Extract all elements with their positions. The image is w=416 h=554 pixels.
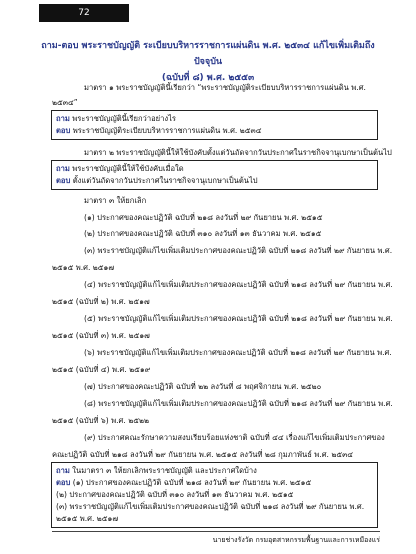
section-3-item-7: (๗) ประกาศของคณะปฏิวัติ ฉบับที่ ๒๒ ลงวันที่ ๘ พฤศจิกายน พ.ศ. ๒๕๒๐ <box>84 382 322 391</box>
section-3-intro: มาตรา ๓ ให้ยกเลิก <box>84 196 147 205</box>
section-3-item-8b: ๒๕๑๕ (ฉบับที่ ๖) พ.ศ. ๒๕๒๒ <box>52 416 149 425</box>
question-1 <box>56 113 373 125</box>
question-label: ถาม <box>56 466 70 475</box>
answer-3-1 <box>56 477 373 489</box>
answer-text: พระราชบัญญัติระเบียบบริหารราชการแผ่นดิน พ.ศ. ๒๕๓๔ <box>72 126 262 135</box>
question-text: ในมาตรา ๓ ให้ยกเลิกพระราชบัญญัติ และประกาศใดบ้าง <box>72 466 257 475</box>
answer-text: (๑) ประกาศของคณะปฏิวัติ ฉบับที่ ๒๑๘ ลงวันที่ ๒๙ กันยายน พ.ศ. ๒๕๑๕ <box>72 478 312 487</box>
section-3-item-6a: (๖) พระราชบัญญัติแก้ไขเพิ่มเติมประกาศของคณะปฏิวัติ ฉบับที่ ๒๑๘ ลงวันที่ ๒๙ กันยายน พ.ศ. <box>84 348 392 357</box>
question-text: พระราชบัญญัตินี้ให้ใช้บังคับเมื่อใด <box>72 164 184 173</box>
qa-box-3 <box>51 462 378 528</box>
footer-text: นายช่างรังวัด กรมอุตสาหกรรมพื้นฐานและการเหมืองแร่ <box>212 536 380 544</box>
qa-box-1 <box>51 110 378 140</box>
section-3-item-9b: คณะปฏิวัติ ฉบับที่ ๒๑๘ ลงวันที่ ๒๙ กันยายน พ.ศ. ๒๕๑๕ ลงวันที่ ๒๘ กุมภาพันธ์ พ.ศ. ๒๕๓๔ <box>52 450 354 459</box>
section-3-item-6b: ๒๕๑๕ (ฉบับที่ ๔) พ.ศ. ๒๕๑๙ <box>52 365 151 374</box>
section-3-item-5b: ๒๕๑๕ (ฉบับที่ ๓) พ.ศ. ๒๕๑๗ <box>52 331 150 340</box>
question-label: ถาม <box>56 114 70 123</box>
section-3-item-1: (๑) ประกาศของคณะปฏิวัติ ฉบับที่ ๒๑๘ ลงวันที่ ๒๙ กันยายน พ.ศ. ๒๕๑๕ <box>84 213 323 222</box>
question-2 <box>56 163 373 175</box>
section-3-item-9a: (๙) ประกาศคณะรักษาความสงบเรียบร้อยแห่งชาติ ฉบับที่ ๔๔ เรื่องแก้ไขเพิ่มเติมประกาศของ <box>84 433 385 442</box>
section-1-line-1: มาตรา ๑ พระราชบัญญัตินี้เรียกว่า “พระราชบัญญัติระเบียบบริหารราชการแผ่นดิน พ.ศ. <box>84 83 366 92</box>
question-text: พระราชบัญญัตินี้เรียกว่าอย่างไร <box>72 114 176 123</box>
title-line-2: (ฉบับที่ ๘) พ.ศ. ๒๕๕๓ <box>161 73 255 83</box>
question-3 <box>56 465 373 477</box>
section-3-item-5a: (๕) พระราชบัญญัติแก้ไขเพิ่มเติมประกาศของคณะปฏิวัติ ฉบับที่ ๒๑๘ ลงวันที่ ๒๙ กันยายน พ.ศ. <box>84 314 393 323</box>
section-3-item-4a: (๔) พระราชบัญญัติแก้ไขเพิ่มเติมประกาศของคณะปฏิวัติ ฉบับที่ ๒๑๘ ลงวันที่ ๒๙ กันยายน พ.ศ. <box>84 280 393 289</box>
answer-text: ตั้งแต่วันถัดจากวันประกาศในราชกิจจานุเบกษาเป็นต้นไป <box>72 176 258 185</box>
section-3-item-2: (๒) ประกาศของคณะปฏิวัติ ฉบับที่ ๓๑๐ ลงวันที่ ๑๓ ธันวาคม พ.ศ. ๒๕๑๕ <box>84 229 322 238</box>
answer-2 <box>56 175 373 187</box>
section-3-item-8a: (๘) พระราชบัญญัติแก้ไขเพิ่มเติมประกาศของคณะปฏิวัติ ฉบับที่ ๒๑๘ ลงวันที่ ๒๙ กันยายน พ.ศ. <box>84 399 393 408</box>
section-3-item-4b: ๒๕๑๕ (ฉบับที่ ๒) พ.ศ. ๒๕๑๗ <box>52 297 150 306</box>
section-2: มาตรา ๒ พระราชบัญญัตินี้ให้ใช้บังคับตั้งแต่วันถัดจากวันประกาศในราชกิจจานุเบกษาเป็นต้นไป <box>84 148 392 157</box>
section-1-line-2: ๒๕๓๔” <box>52 98 78 107</box>
footer-divider <box>52 531 380 532</box>
section-3-item-3b: ๒๕๑๕ พ.ศ. ๒๕๑๗ <box>52 263 115 272</box>
answer-label: ตอบ <box>56 176 71 185</box>
answer-label: ตอบ <box>56 126 71 135</box>
answer-3-3b: ๒๕๑๕ พ.ศ. ๒๕๑๗ <box>56 514 119 523</box>
answer-3-2: (๒) ประกาศของคณะปฏิวัติ ฉบับที่ ๓๑๐ ลงวันที่ ๑๓ ธันวาคม พ.ศ. ๒๕๑๕ <box>56 490 294 499</box>
answer-1 <box>56 125 373 137</box>
answer-3-3a: (๓) พระราชบัญญัติแก้ไขเพิ่มเติมประกาศของคณะปฏิวัติ ฉบับที่ ๒๑๘ ลงวันที่ ๒๙ กันยายน พ.ศ. <box>56 502 365 511</box>
qa-box-2 <box>51 160 378 190</box>
answer-label: ตอบ <box>56 478 71 487</box>
question-label: ถาม <box>56 164 70 173</box>
section-3-item-3a: (๓) พระราชบัญญัติแก้ไขเพิ่มเติมประกาศของคณะปฏิวัติ ฉบับที่ ๒๑๘ ลงวันที่ ๒๙ กันยายน พ.ศ. <box>84 246 393 255</box>
title-line-1: ถาม-ตอบ พระราชบัญญัติ ระเบียบบริหารราชการแผ่นดิน พ.ศ. ๒๕๓๔ แก้ไขเพิ่มเติมถึงปัจจุบัน <box>41 41 375 67</box>
document-title <box>40 38 376 86</box>
page-number: 72 <box>39 4 129 22</box>
